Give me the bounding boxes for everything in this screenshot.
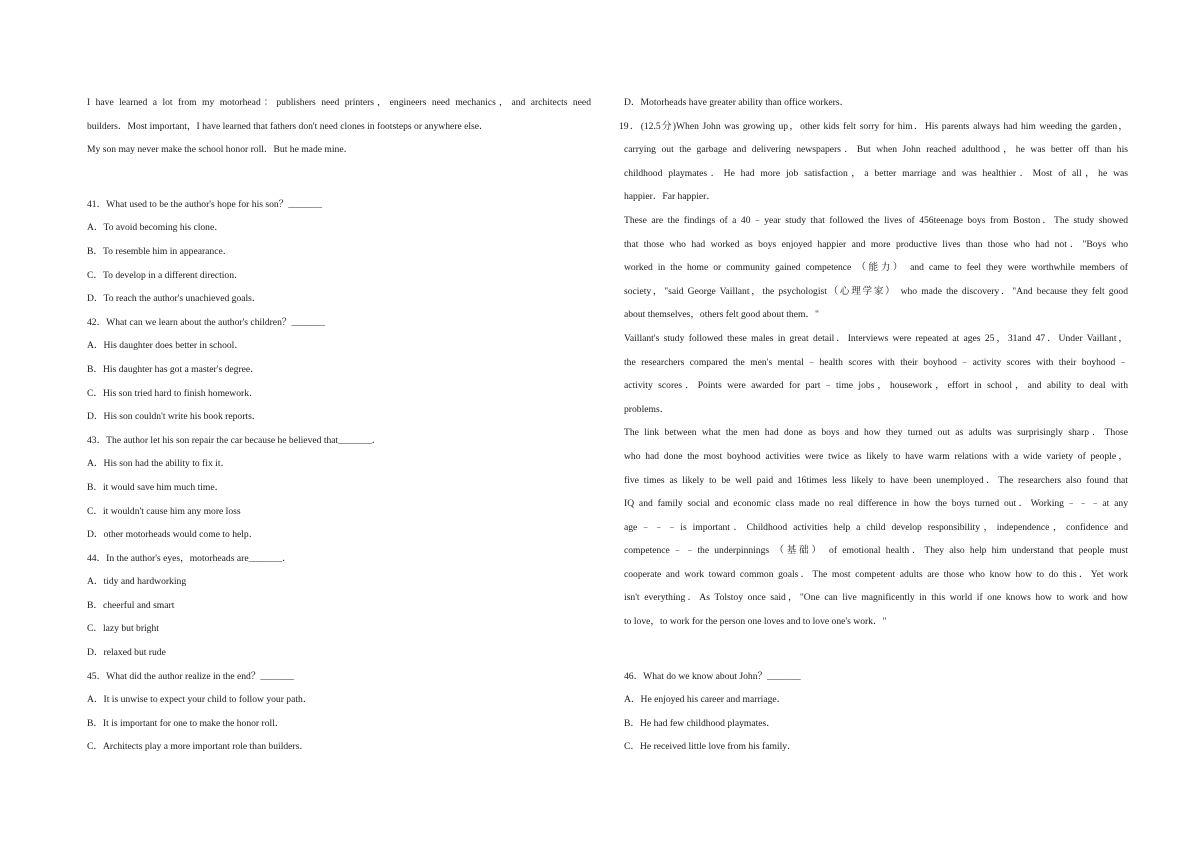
passage-line: about themselves，others felt good about them．": [624, 309, 819, 321]
passage-line: five times as likely to be well paid and 16times less likely to have been unemployed．The researchers also found that: [624, 474, 1128, 486]
question-stem: 45．What did the author realize in the end？_______: [87, 670, 295, 682]
answer-option: B．it would save him much time．: [87, 481, 225, 493]
passage-line: happier．Far happier．: [624, 191, 716, 203]
question-stem: 41．What used to be the author's hope for his son？_______: [87, 198, 322, 210]
question-stem: 46．What do we know about John？_______: [624, 670, 801, 682]
answer-option: B．His daughter has got a master's degree．: [87, 363, 260, 375]
answer-option: B．He had few childhood playmates．: [624, 717, 776, 729]
answer-option: A．It is unwise to expect your child to follow your path．: [87, 694, 313, 706]
answer-option: A．His daughter does better in school．: [87, 340, 244, 352]
passage-line: activity scores．Points were awarded for part﹣time jobs，housework，effort in school，and ability to deal with: [624, 380, 1128, 392]
answer-option: A．To avoid becoming his clone．: [87, 222, 224, 234]
passage-line: worked in the home or community gained competence （能力） and came to feel they were worthwhile members of: [624, 262, 1128, 274]
spacer: [624, 637, 1128, 668]
passage-line: childhood playmates．He had more job satisfaction，a better marriage and was healthier．Most of all，he was: [624, 167, 1128, 179]
answer-option: D．Motorheads have greater ability than office workers．: [624, 97, 850, 108]
spacer: [87, 165, 591, 196]
left-column: [87, 94, 591, 762]
passage-line: builders．Most important，I have learned that fathers don't need clones in footsteps or anywhere else．: [87, 120, 489, 132]
passage-line: I have learned a lot from my motorhead：publishers need printers，engineers need mechanics，and architects need: [87, 97, 591, 108]
passage-line: that those who had worked as boys enjoyed happier and more productive lives than those who had not．"Boys who: [624, 238, 1128, 250]
answer-option: A．He enjoyed his career and marriage．: [624, 694, 787, 706]
passage-line: cooperate and work toward common goals．The most competent adults are those who know how to do this．Yet work: [624, 568, 1128, 580]
answer-option: C．To develop in a different direction．: [87, 269, 244, 281]
question-45: [87, 668, 591, 762]
passage-line: competence﹣﹣the underpinnings （基础） of emotional health．They also help him understand that people must: [624, 545, 1128, 557]
passage-line: 19．(12.5分)When John was growing up，other kids felt sorry for him．His parents always had him weeding the garden，: [619, 120, 1128, 132]
answer-option: C．Architects play a more important role than builders．: [87, 741, 309, 753]
answer-option: D．relaxed but rude: [87, 647, 166, 659]
passage-19: [619, 118, 1128, 637]
answer-option: D．His son couldn't write his book reports．: [87, 411, 262, 423]
question-stem: 43．The author let his son repair the car because he believed that_______．: [87, 434, 382, 446]
right-column: [619, 94, 1128, 762]
question-43: [87, 432, 591, 550]
answer-option: B．To resemble him in appearance．: [87, 245, 233, 257]
passage-line: Vaillant's study followed these males in great detail．Interviews were repeated at ages 25，31and 47．Under Vaillant，: [624, 332, 1128, 344]
question-42: [87, 314, 591, 432]
passage-line: society，"said George Vaillant，the psychologist（心理学家） who made the discovery．"And because they felt good: [624, 285, 1128, 297]
answer-option: C．His son tried hard to finish homework．: [87, 387, 259, 399]
passage-line: problems．: [624, 403, 670, 415]
passage-line: isn't everything．As Tolstoy once said，"One can live magnificently in this world if one knows how to work and how: [624, 592, 1128, 604]
passage-line: My son may never make the school honor roll．But he made mine．: [87, 144, 354, 156]
answer-option: B．It is important for one to make the honor roll．: [87, 717, 285, 729]
answer-option: A．His son had the ability to fix it．: [87, 458, 231, 470]
passage-line: the researchers compared the men's mental﹣health scores with their boyhood﹣activity scores with their boyhood﹣: [624, 356, 1128, 368]
question-41: [87, 196, 591, 314]
answer-option: D．To reach the author's unachieved goals．: [87, 293, 262, 305]
passage-line: who had done the most boyhood activities were twice as likely to have warm relations with a wide variety of people，: [624, 450, 1128, 462]
answer-option: C．lazy but bright: [87, 623, 159, 635]
question-44: [87, 550, 591, 668]
passage-line: These are the findings of a 40﹣year study that followed the lives of 456teenage boys from Boston．The study showed: [624, 214, 1128, 226]
passage-line: The link between what the men had done as boys and how they turned out as adults was surprisingly sharp．Those: [624, 427, 1128, 439]
answer-option: C．it wouldn't cause him any more loss: [87, 505, 241, 517]
answer-option: A．tidy and hardworking: [87, 576, 187, 588]
answer-option: C．He received little love from his family．: [624, 741, 797, 753]
passage-continuation: [87, 94, 591, 165]
answer-option: B．cheerful and smart: [87, 599, 175, 611]
passage-line: age﹣﹣﹣is important．Childhood activities help a child develop responsibility，independence，confidence and: [624, 521, 1128, 533]
passage-line: to love，to work for the person one loves and to love one's work．": [624, 616, 887, 628]
question-stem: 44．In the author's eyes，motorheads are_______．: [87, 552, 292, 564]
passage-line: IQ and family social and economic class made no real difference in how the boys turned out．Working﹣﹣﹣at any: [624, 498, 1128, 510]
passage-line: carrying out the garbage and delivering newspapers．But when John reached adulthood，he was better off than his: [624, 144, 1128, 156]
answer-option: D．other motorheads would come to help．: [87, 529, 259, 541]
question-46: [624, 668, 1128, 762]
question-stem: 42．What can we learn about the author's children？_______: [87, 316, 326, 328]
